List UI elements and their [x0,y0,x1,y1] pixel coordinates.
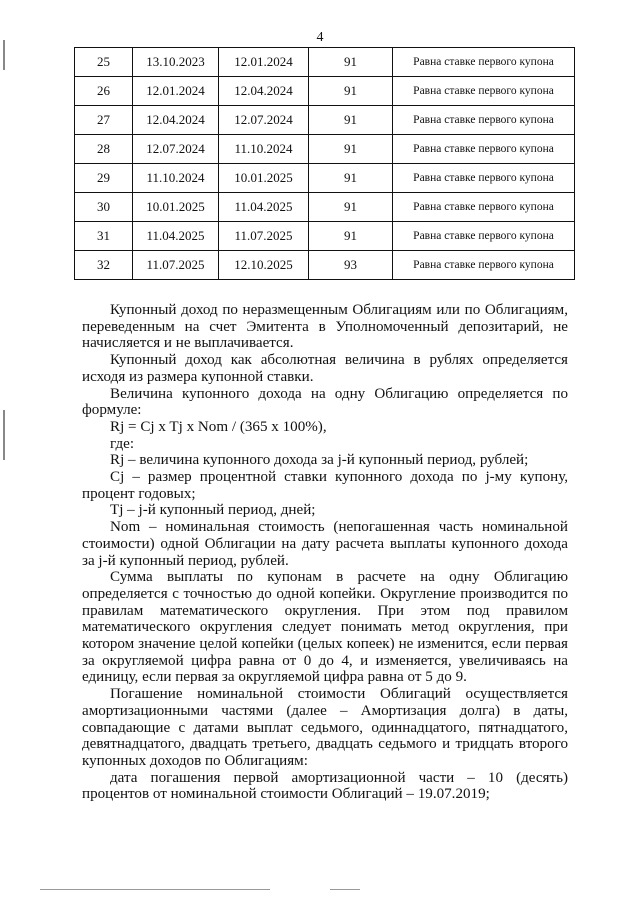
paragraph: Величина купонного дохода на одну Облигацию определяется по формуле: [82,385,568,419]
table-row [75,77,575,106]
coupon-number-cell: 26 [75,77,133,106]
start-date-cell: 11.10.2024 [133,164,219,193]
period-days-cell: 93 [309,251,393,280]
coupon-rate-cell: Равна ставке первого купона [393,77,575,106]
coupon-rate-cell: Равна ставке первого купона [393,106,575,135]
coupon-rate-cell: Равна ставке первого купона [393,164,575,193]
end-date-cell: 11.04.2025 [219,193,309,222]
period-days-cell: 91 [309,106,393,135]
start-date-cell: 11.07.2025 [133,251,219,280]
start-date-cell: 12.01.2024 [133,77,219,106]
formula-line: где: [110,435,135,452]
table-row [75,222,575,251]
coupon-number-cell: 30 [75,193,133,222]
end-date-cell: 12.04.2024 [219,77,309,106]
period-days-cell: 91 [309,135,393,164]
start-date-cell: 13.10.2023 [133,48,219,77]
period-days-cell: 91 [309,77,393,106]
scan-bottom-rule [40,889,270,890]
paragraph: Cj – размер процентной ставки купонного дохода по j-му купону, процент годовых; [82,469,568,502]
end-date-cell: 12.10.2025 [219,251,309,280]
table-row [75,193,575,222]
period-days-cell: 91 [309,48,393,77]
coupon-number-cell: 31 [75,222,133,251]
paragraph: Купонный доход как абсолютная величина в рублях определяется исходя из размера купонной ставки. [82,352,568,385]
end-date-cell: 12.07.2024 [219,106,309,135]
paragraph: Купонный доход по неразмещенным Облигациям или по Облигациям, переведенным на счет Эмитента в Уполномоченный депозитарий, не начисляется и не выплачивается. [82,302,568,352]
paragraph: Погашение номинальной стоимости Облигаций осуществляется амортизационными частями (далее – Амортизация долга) в даты, совпадающие с датами выплат седьмого, одиннадцатого, пятнадцатого, девятнадцатого, двадцать третьего, двадцать седьмого и тридцать второго купонных доходов по Облигациям: [82,686,568,769]
coupon-rate-cell: Равна ставке первого купона [393,251,575,280]
table-row [75,48,575,77]
coupon-number-cell: 29 [75,164,133,193]
coupon-rate-cell: Равна ставке первого купона [393,135,575,164]
coupon-number-cell: 27 [75,106,133,135]
end-date-cell: 10.01.2025 [219,164,309,193]
scan-bottom-rule [330,889,360,890]
start-date-cell: 12.07.2024 [133,135,219,164]
coupon-rate-cell: Равна ставке первого купона [393,193,575,222]
start-date-cell: 10.01.2025 [133,193,219,222]
end-date-cell: 11.10.2024 [219,135,309,164]
start-date-cell: 12.04.2024 [133,106,219,135]
table-row [75,106,575,135]
coupon-number-cell: 25 [75,48,133,77]
end-date-cell: 12.01.2024 [219,48,309,77]
paragraph: Сумма выплаты по купонам в расчете на одну Облигацию определяется с точностью до одной копейки. Округление производится по правилам математического округления. При этом под правилом математического округления следует понимать метод округления, при котором значение целой копейки (целых копеек) не изменится, если первая за округляемой цифра равна от 0 до 4, и изменяется, увеличиваясь на единицу, если первая за округляемой цифра равна от 5 до 9. [82,569,568,686]
paragraph: дата погашения первой амортизационной части – 10 (десять) процентов от номинальной стоимости Облигаций – 19.07.2019; [82,769,568,803]
page-number: 4 [316,30,324,45]
start-date-cell: 11.04.2025 [133,222,219,251]
period-days-cell: 91 [309,193,393,222]
scan-margin-mark [3,40,5,70]
coupon-number-cell: 28 [75,135,133,164]
table-row [75,251,575,280]
paragraph: Rj – величина купонного дохода за j-й купонный период, рублей; [110,452,529,469]
coupon-schedule-table [74,47,575,280]
end-date-cell: 11.07.2025 [219,222,309,251]
scan-margin-mark [3,410,5,460]
period-days-cell: 91 [309,222,393,251]
document-body [82,302,568,803]
coupon-rate-cell: Равна ставке первого купона [393,222,575,251]
coupon-rate-cell: Равна ставке первого купона [393,48,575,77]
formula-line: Rj = Cj x Tj x Nom / (365 x 100%), [110,418,327,435]
paragraph: Nom – номинальная стоимость (непогашенная часть номинальной стоимости) одной Облигации на дату расчета выплаты купонного дохода за j-й купонный период, рублей. [82,519,568,569]
coupon-number-cell: 32 [75,251,133,280]
paragraph: Tj – j-й купонный период, дней; [110,502,316,519]
table-row [75,164,575,193]
period-days-cell: 91 [309,164,393,193]
table-row [75,135,575,164]
